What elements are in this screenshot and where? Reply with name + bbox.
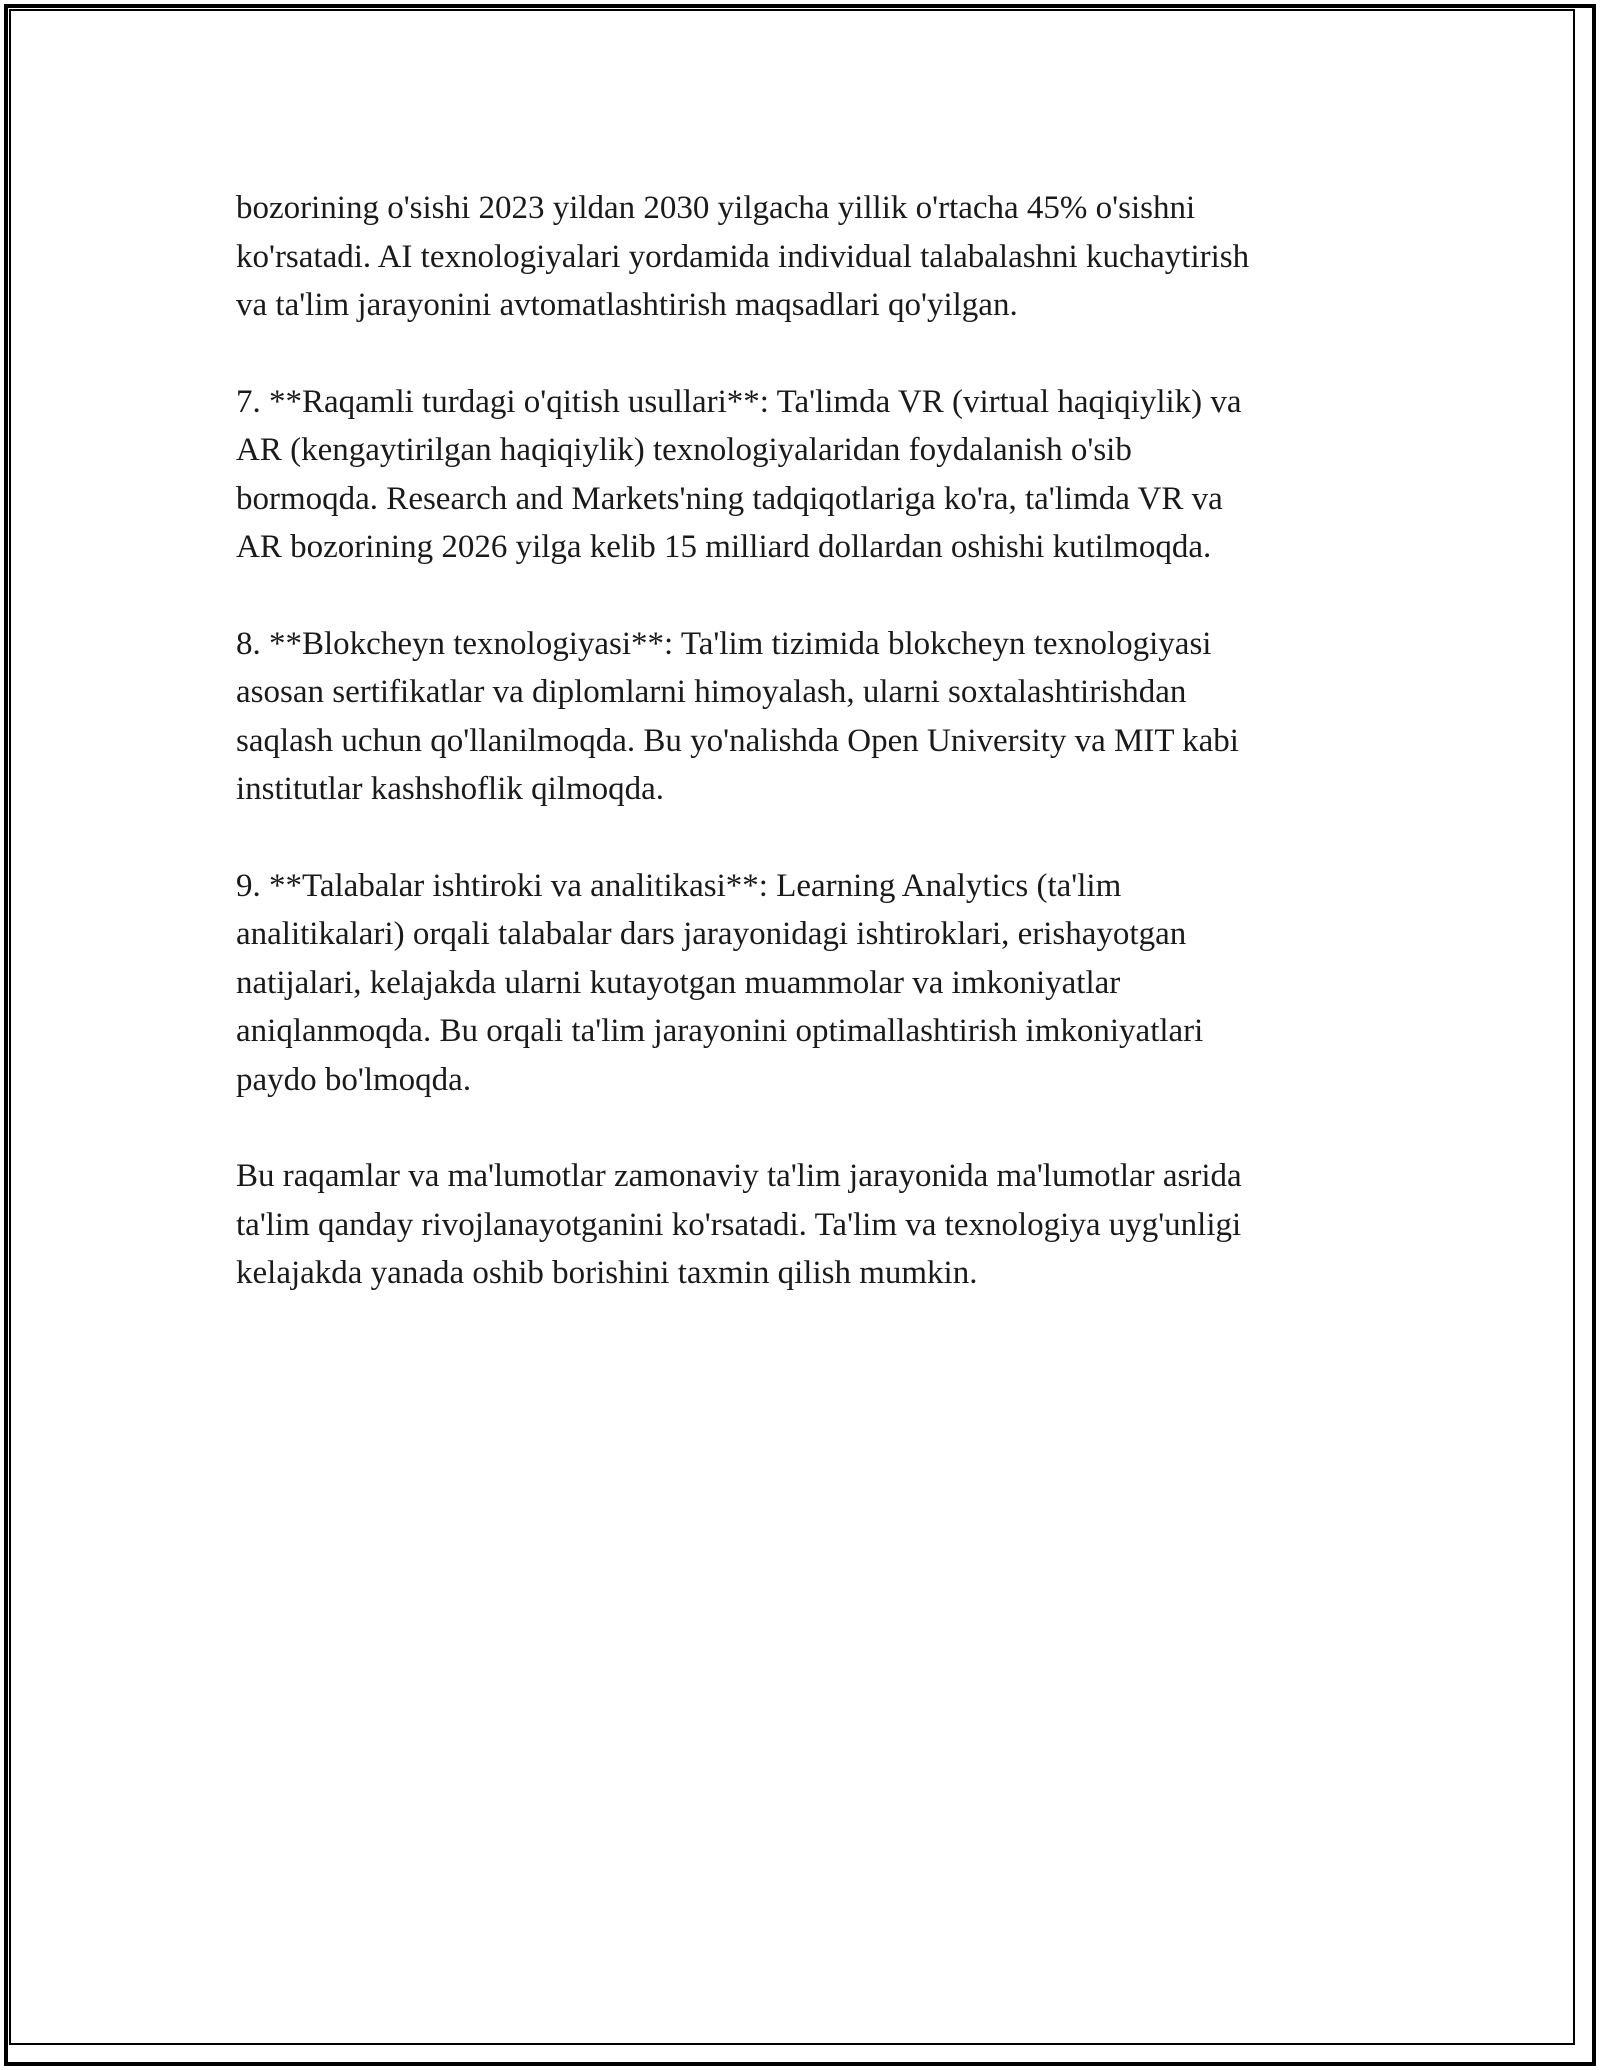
text-line: asosan sertifikatlar va diplomlarni himoyalash, ularni soxtalashtirishdan: [236, 674, 1187, 710]
paragraph-market-growth: [236, 184, 1406, 330]
paragraph-item-7-digital-teaching: [236, 378, 1406, 572]
text-line: ta'lim qanday rivojlanayotganini ko'rsatadi. Ta'lim va texnologiya uyg'unligi: [236, 1206, 1242, 1243]
text-line: paydo bo'lmoqda.: [236, 1061, 472, 1098]
text-line: kelajakda yanada oshib borishini taxmin qilish mumkin.: [236, 1255, 978, 1291]
text-line: institutlar kashshoflik qilmoqda.: [236, 771, 665, 807]
text-line: 8. **Blokcheyn texnologiyasi**: Ta'lim tizimida blokcheyn texnologiyasi: [236, 625, 1212, 662]
text-line: va ta'lim jarayonini avtomatlashtirish maqsadlari qo'yilgan.: [236, 287, 1018, 323]
text-line: saqlash uchun qo'llanilmoqda. Bu yo'nalishda Open University va MIT kabi: [236, 722, 1239, 759]
text-line: AR (kengaytirilgan haqiqiylik) texnologiyalaridan foydalanish o'sib: [236, 432, 1132, 468]
text-line: ko'rsatadi. AI texnologiyalari yordamida individual talabalashni kuchaytirish: [236, 238, 1250, 275]
paragraph-conclusion: [236, 1152, 1406, 1298]
text-line: aniqlanmoqda. Bu orqali ta'lim jarayonini optimallashtirish imkoniyatlari: [236, 1013, 1204, 1049]
text-line: 9. **Talabalar ishtiroki va analitikasi**: Learning Analytics (ta'lim: [236, 867, 1122, 904]
document-body: [236, 184, 1406, 1346]
text-line: bozorining o'sishi 2023 yildan 2030 yilgacha yillik o'rtacha 45% o'sishni: [236, 190, 1196, 226]
text-line: bormoqda. Research and Markets'ning tadqiqotlariga ko'ra, ta'limda VR va: [236, 480, 1223, 517]
text-line: AR bozorining 2026 yilga kelib 15 milliard dollardan oshishi kutilmoqda.: [236, 529, 1212, 565]
text-line: 7. **Raqamli turdagi o'qitish usullari**: Ta'limda VR (virtual haqiqiylik) va: [236, 383, 1242, 420]
paragraph-item-9-analytics: [236, 862, 1406, 1105]
paragraph-item-8-blockchain: [236, 620, 1406, 814]
text-line: natijalari, kelajakda ularni kutayotgan muammolar va imkoniyatlar: [236, 964, 1121, 1001]
text-line: analitikalari) orqali talabalar dars jarayonidagi ishtiroklari, erishayotgan: [236, 916, 1187, 952]
text-line: Bu raqamlar va ma'lumotlar zamonaviy ta'lim jarayonida ma'lumotlar asrida: [236, 1158, 1242, 1194]
